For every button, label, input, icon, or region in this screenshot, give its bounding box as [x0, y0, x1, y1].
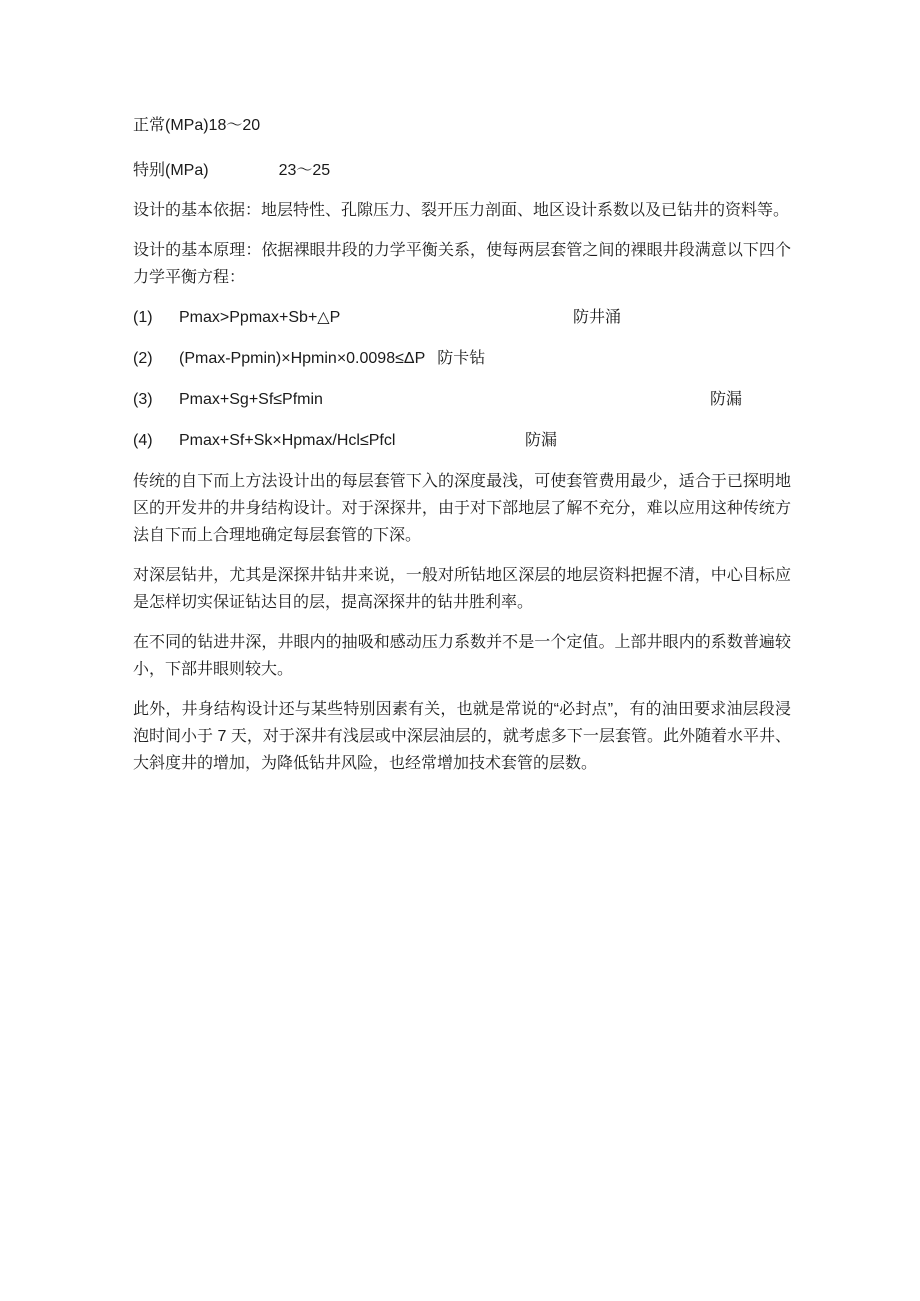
pressure-special-label: 特别(MPa): [133, 162, 209, 179]
pressure-normal-line: 正常(MPa)18～20: [133, 117, 261, 134]
equation-1-note: 防井涌: [573, 309, 622, 326]
equation-1-formula: Pmax>Ppmax+Sb+△P: [179, 309, 341, 326]
equation-1-number: (1): [133, 309, 153, 326]
equation-4-formula: Pmax+Sf+Sk×Hpmax/Hcl≤Pfcl: [179, 432, 396, 449]
design-basis-paragraph: 设计的基本依据：地层特性、孔隙压力、裂开压力剖面、地区设计系数以及已钻井的资料等。: [133, 202, 790, 219]
equation-row-3: [133, 386, 791, 413]
equation-4-number: (4): [133, 432, 153, 449]
equation-3-number: (3): [133, 391, 153, 408]
equation-3-formula: Pmax+Sg+Sf≤Pfmin: [179, 391, 323, 408]
equation-3-note: 防漏: [710, 391, 743, 408]
design-principle-paragraph: 设计的基本原理：依据裸眼井段的力学平衡关系，使每两层套管之间的裸眼井段满意以下四个力学平衡方程：: [133, 242, 791, 286]
equation-4-note: 防漏: [525, 432, 558, 449]
deep-drilling-paragraph: 对深层钻井，尤其是深探井钻井来说，一般对所钻地区深层的地层资料把握不清，中心目标应是怎样切实保证钻达目的层，提高深探井的钻井胜利率。: [133, 567, 791, 611]
equation-row-4: [133, 427, 791, 454]
equation-2-number: (2): [133, 350, 153, 367]
equation-2-note: 防卡钻: [437, 350, 486, 367]
equation-2-formula: (Pmax-Ppmin)×Hpmin×0.0098≤ΔP: [179, 350, 426, 367]
pressure-special-line: [133, 157, 791, 184]
pressure-coefficient-paragraph: 在不同的钻进井深，井眼内的抽吸和感动压力系数并不是一个定值。上部井眼内的系数普遍较小，下部井眼则较大。: [133, 634, 791, 678]
special-factors-paragraph: 此外，井身结构设计还与某些特别因素有关，也就是常说的“必封点”，有的油田要求油层段浸泡时间小于 7 天，对于深井有浅层或中深层油层的，就考虑多下一层套管。此外随着水平井、大斜度井的增加，为降低钻井风险，也经常增加技术套管的层数。: [133, 701, 791, 772]
traditional-method-paragraph: 传统的自下而上方法设计出的每层套管下入的深度最浅，可使套管费用最少，适合于已探明地区的开发井的井身结构设计。对于深探井，由于对下部地层了解不充分，难以应用这种传统方法自下而上合理地确定每层套管的下深。: [133, 473, 791, 544]
equation-row-1: [133, 304, 791, 331]
equation-row-2: [133, 345, 791, 372]
pressure-special-value: 23～25: [278, 162, 331, 179]
